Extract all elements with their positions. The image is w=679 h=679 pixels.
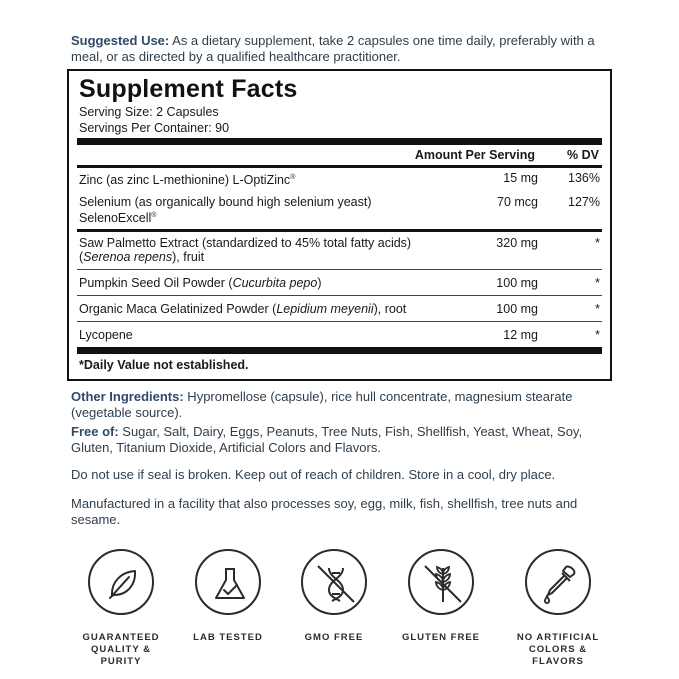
servings-per-container: Servings Per Container: 90	[79, 121, 230, 135]
nutrient-dv: *	[595, 276, 600, 290]
badge-circle	[301, 549, 367, 615]
other-ingredients-body: Hypromellose (capsule), rice hull concentrate, magnesium stearate (vegetable source).	[71, 389, 573, 420]
badge-circle	[88, 549, 154, 615]
badge-circle	[195, 549, 261, 615]
badge-lab-tested	[178, 549, 278, 644]
divider-medium	[77, 165, 602, 168]
badge-label: GLUTEN FREE	[401, 632, 481, 643]
badge-no-artificial	[508, 549, 608, 668]
nutrient-amount: 100 mg	[496, 276, 538, 290]
nutrient-amount: 100 mg	[496, 302, 538, 316]
nutrient-name: Selenium (as organically bound high selenium yeast) SelenoExcell®	[79, 195, 372, 226]
nutrient-dv: 127%	[568, 195, 600, 209]
nutrient-name: Saw Palmetto Extract (standardized to 45% total fatty acids) (Serenoa repens), fruit	[79, 236, 412, 264]
nutrient-dv: *	[595, 236, 600, 250]
facts-title: Supplement Facts	[79, 75, 298, 103]
supplement-facts-panel	[67, 69, 612, 381]
divider-thick	[77, 138, 602, 145]
badge-label: NO ARTIFICIAL COLORS & FLAVORS	[516, 632, 600, 667]
suggested-use-text	[71, 33, 619, 64]
nutrient-name: Organic Maca Gelatinized Powder (Lepidium meyenii), root	[79, 302, 407, 316]
nutrient-dv: 136%	[568, 171, 600, 185]
seal-warning: Do not use if seal is broken. Keep out of reach of children. Store in a cool, dry place.	[71, 467, 556, 482]
allergen-statement: Manufactured in a facility that also processes soy, egg, milk, fish, shellfish, tree nuts and sesame.	[71, 496, 578, 527]
nutrient-name: Zinc (as zinc L-methionine) L-OptiZinc®	[79, 173, 296, 188]
nutrient-dv: *	[595, 328, 600, 342]
divider-thin	[77, 295, 602, 296]
badge-gmo-free	[284, 549, 384, 644]
column-header-amount: Amount Per Serving	[414, 148, 535, 162]
badge-gluten-free	[391, 549, 491, 644]
other-ingredients-label: Other Ingredients:	[71, 389, 184, 404]
wheat-icon	[419, 560, 467, 608]
free-of-text	[71, 424, 619, 455]
divider-thin	[77, 269, 602, 270]
badge-label: GUARANTEED QUALITY & PURITY	[82, 632, 160, 667]
divider-medium	[77, 229, 602, 232]
badge-circle	[525, 549, 591, 615]
badge-label: LAB TESTED	[193, 632, 263, 643]
nutrient-dv: *	[595, 302, 600, 316]
divider-thick	[77, 347, 602, 354]
dna-icon	[312, 560, 360, 608]
nutrient-amount: 70 mcg	[497, 195, 538, 209]
nutrient-amount: 320 mg	[496, 236, 538, 250]
flask-icon	[206, 560, 254, 608]
free-of-label: Free of:	[71, 424, 119, 439]
badge-label: GMO FREE	[304, 632, 364, 643]
divider-thin	[77, 321, 602, 322]
nutrient-name: Pumpkin Seed Oil Powder (Cucurbita pepo)	[79, 276, 322, 290]
leaf-icon	[99, 560, 147, 608]
other-ingredients-text	[71, 389, 619, 420]
serving-size: Serving Size: 2 Capsules	[79, 105, 219, 119]
dropper-icon	[536, 560, 584, 608]
badge-quality	[71, 549, 171, 668]
suggested-use-label: Suggested Use:	[71, 33, 170, 48]
badge-circle	[408, 549, 474, 615]
free-of-body: Sugar, Salt, Dairy, Eggs, Peanuts, Tree Nuts, Fish, Shellfish, Yeast, Wheat, Soy, Gluten, Titanium Dioxide, Artificial Colors and Flavors.	[71, 424, 583, 455]
nutrient-amount: 12 mg	[503, 328, 538, 342]
column-header-dv: % DV	[567, 148, 599, 162]
daily-value-footnote: *Daily Value not established.	[79, 358, 249, 372]
nutrient-amount: 15 mg	[503, 171, 538, 185]
nutrient-name: Lycopene	[79, 328, 133, 342]
suggested-use-body: As a dietary supplement, take 2 capsules one time daily, preferably with a meal, or as directed by a qualified healthcare practitioner.	[71, 33, 595, 64]
